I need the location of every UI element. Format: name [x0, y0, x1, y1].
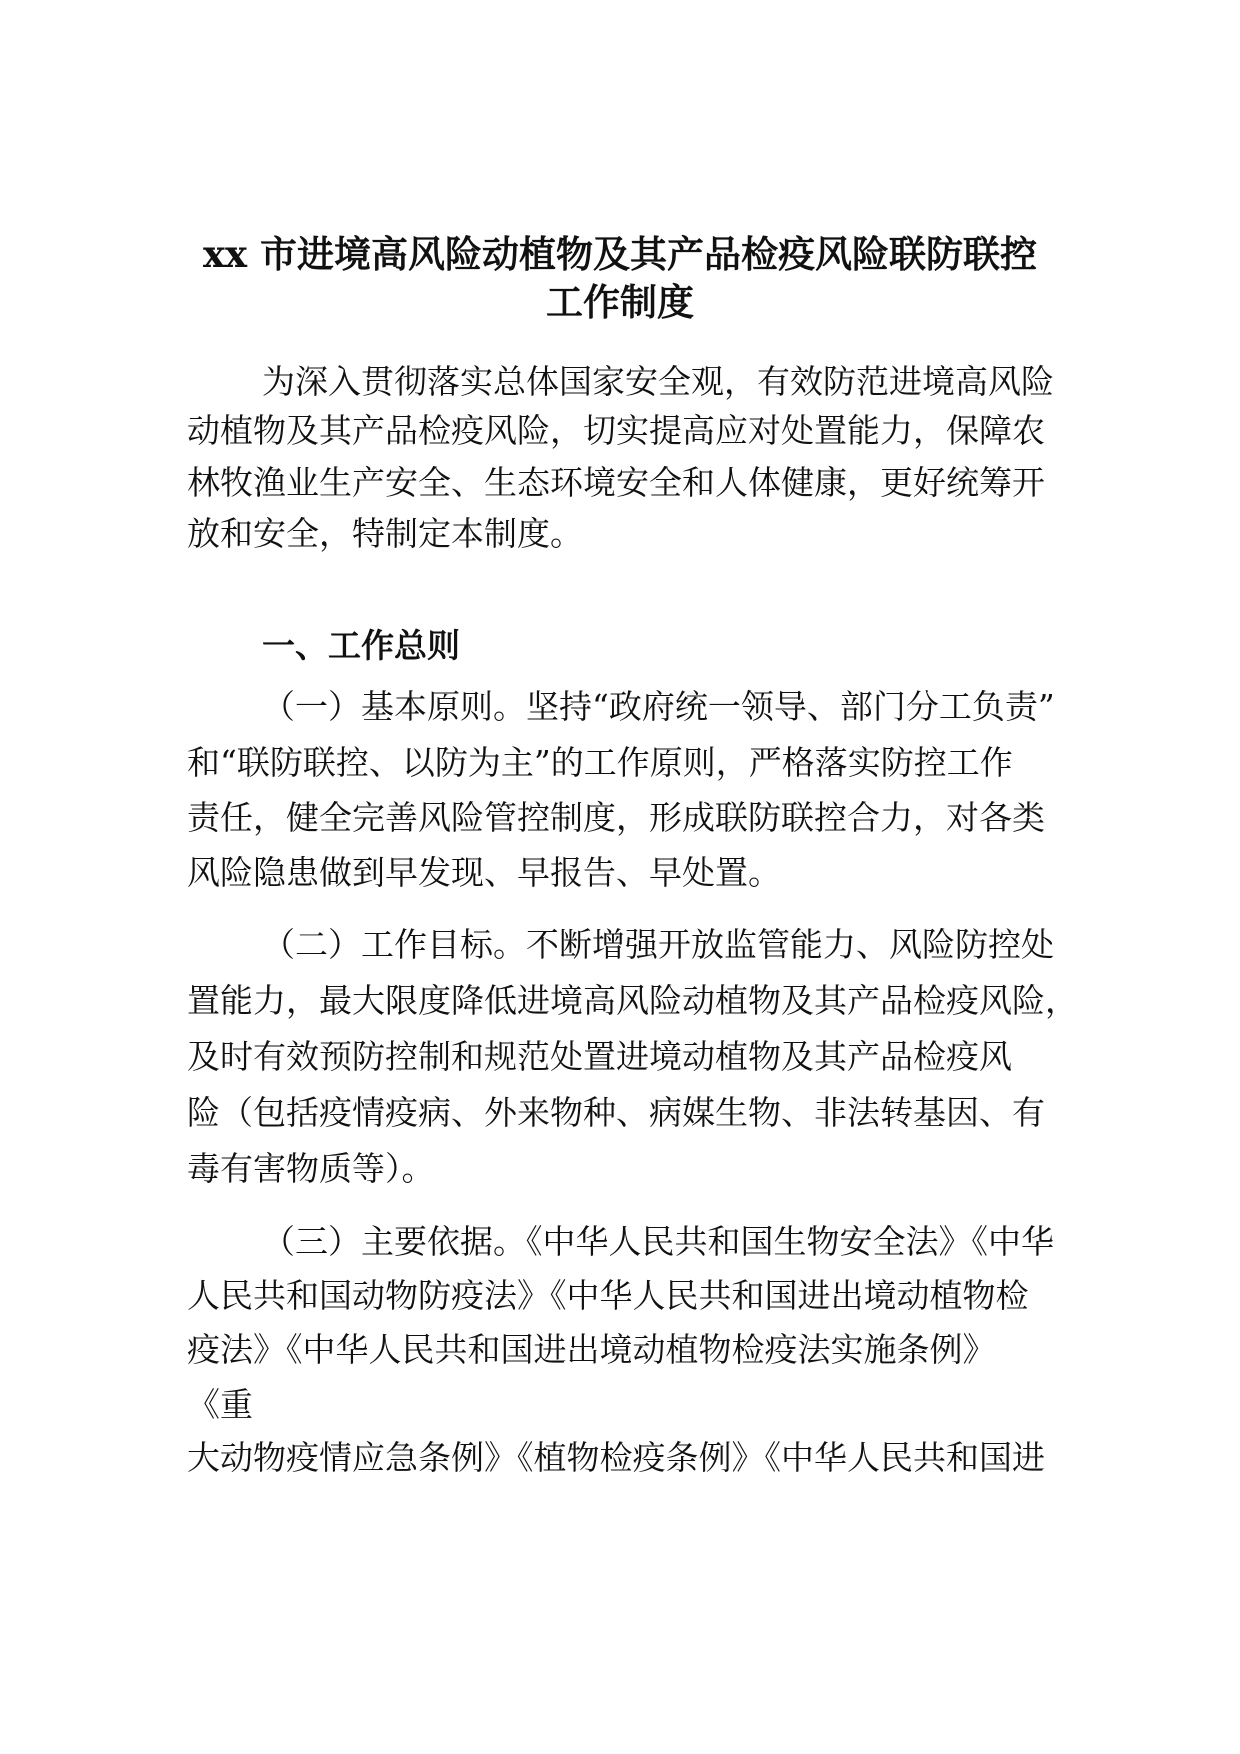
paragraph-line: 放和安全，特制定本制度。: [187, 514, 583, 553]
paragraph-line: 和“联防联控、以防为主”的工作原则，严格落实防控工作: [187, 743, 1013, 782]
paragraph-line: 林牧渔业生产安全、生态环境安全和人体健康，更好统筹开: [187, 463, 1045, 502]
paragraph-line: （一）基本原则。坚持“政府统一领导、部门分工负责”: [262, 687, 1055, 726]
paragraph-line: 为深入贯彻落实总体国家安全观，有效防范进境高风险: [262, 362, 1054, 401]
paragraph-line: 动植物及其产品检疫风险，切实提高应对处置能力，保障农: [187, 411, 1045, 450]
document-title-line-2: 工作制度: [546, 280, 694, 324]
document-title-line-1: xx 市进境高风险动植物及其产品检疫风险联防联控: [203, 232, 1037, 276]
paragraph-line: 置能力，最大限度降低进境高风险动植物及其产品检疫风险，: [187, 981, 1078, 1020]
paragraph-line: 大动物疫情应急条例》《植物检疫条例》《中华人民共和国进: [187, 1438, 1045, 1477]
paragraph-line: 风险隐患做到早发现、早报告、早处置。: [187, 853, 781, 892]
paragraph-line: 险（包括疫情疫病、外来物种、病媒生物、非法转基因、有: [187, 1093, 1045, 1132]
paragraph-line: 及时有效预防控制和规范处置进境动植物及其产品检疫风: [187, 1037, 1012, 1076]
paragraph-line: 人民共和国动物防疫法》《中华人民共和国进出境动植物检: [187, 1276, 1029, 1315]
paragraph-line: （三）主要依据。《中华人民共和国生物安全法》《中华: [262, 1222, 1054, 1261]
paragraph-line: （二）工作目标。不断增强开放监管能力、风险防控处: [262, 925, 1054, 964]
paragraph-line: 责任，健全完善风险管控制度，形成联防联控合力，对各类: [187, 798, 1045, 837]
section-heading: 一、工作总则: [262, 626, 460, 665]
paragraph-line: 毒有害物质等）。: [187, 1149, 435, 1188]
paragraph-line: 疫法》《中华人民共和国进出境动植物检疫法实施条例》: [187, 1330, 996, 1369]
paragraph-line: 《重: [187, 1385, 253, 1424]
